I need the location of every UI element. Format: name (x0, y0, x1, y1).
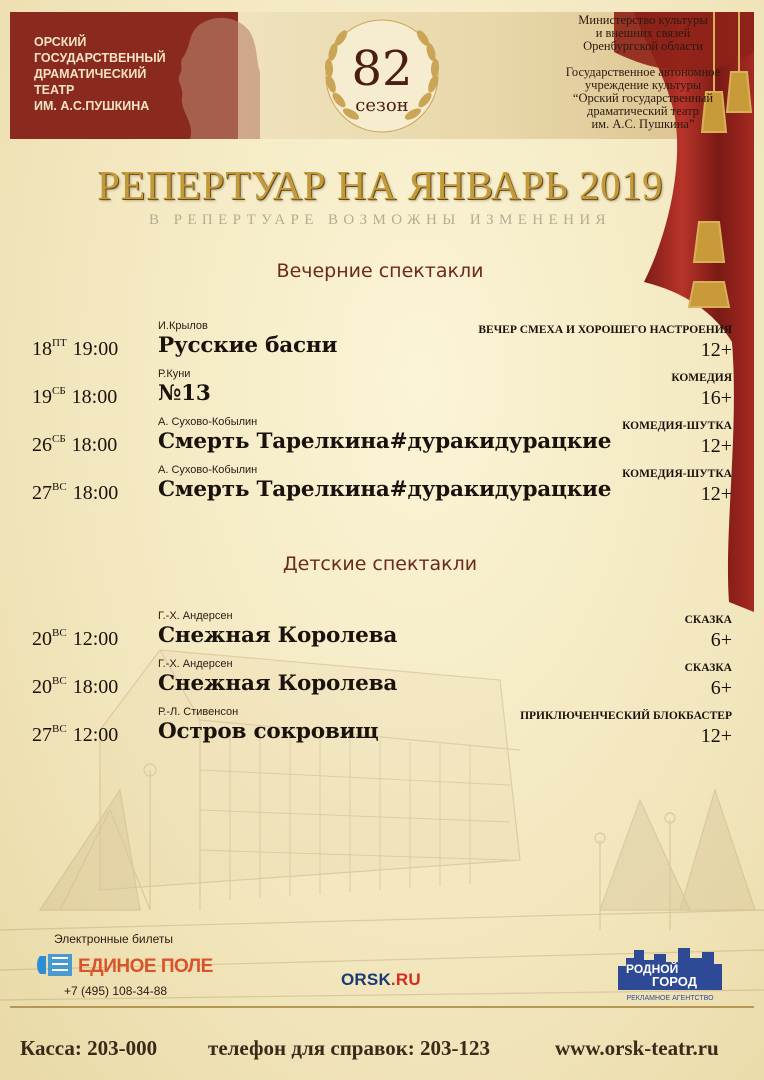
schedule-row (0, 608, 764, 654)
schedule-row (0, 462, 764, 508)
schedule-row (0, 704, 764, 750)
box-office: Касса: 203-000 (20, 1036, 158, 1060)
ministry-info (528, 14, 758, 131)
play-genre: КОМЕДИЯ-ШУТКА (622, 468, 732, 480)
play-author: А. Сухово-Кобылин (158, 416, 258, 428)
website-link[interactable]: www.orsk-teatr.ru (555, 1036, 719, 1060)
schedule-row (0, 414, 764, 460)
theatre-name-line: ОРСКИЙ (34, 35, 87, 49)
theatre-name-line: ГОСУДАРСТВЕННЫЙ (34, 51, 166, 65)
season-number: 82 (351, 41, 413, 97)
ministry-line: и внешних связей (595, 26, 691, 40)
play-genre: КОМЕДИЯ-ШУТКА (622, 420, 732, 432)
show-date: $20^{ВС}$ 18:00 (32, 675, 119, 698)
play-author: Р.Куни (158, 368, 191, 380)
theatre-name (34, 34, 174, 114)
play-author: Г.-Х. Андерсен (158, 610, 233, 622)
play-genre: КОМЕДИЯ (671, 372, 732, 384)
theatre-name-line: ТЕАТР (34, 83, 75, 97)
rodnoy-text-line2: ГОРОД (652, 974, 698, 989)
rodnoy-caption: РЕКЛАМНОЕ АГЕНТСТВО (626, 995, 714, 1002)
institution-line: Государственное автономное (565, 65, 721, 79)
play-author: Р.-Л. Стивенсон (158, 706, 239, 718)
play-title: Снежная Королева (158, 671, 398, 696)
edinoe-pole-logo-text[interactable]: ЕДИНОЕ ПОЛЕ (78, 956, 213, 977)
schedule-row (0, 366, 764, 412)
ministry-line: Оренбургской области (583, 39, 703, 53)
theatre-name-line: ИМ. А.С.ПУШКИНА (34, 99, 150, 113)
institution-line: им. А.С. Пушкина” (591, 117, 695, 131)
play-title: Смерть Тарелкина#дуракидурацкие (158, 477, 612, 502)
age-rating: 12+ (700, 725, 732, 747)
page-title: РЕПЕРТУАР НА ЯНВАРЬ 2019 (96, 162, 664, 208)
show-date: $27^{ВС}$ 18:00 (32, 481, 119, 504)
institution-line: драматический театр (587, 104, 699, 118)
ministry-line: Министерство культуры (578, 13, 708, 27)
footer-divider (10, 1006, 754, 1008)
show-date: $20^{ВС}$ 12:00 (32, 627, 119, 650)
play-title: №13 (158, 381, 211, 406)
info-phone: телефон для справок: 203-123 (208, 1036, 491, 1060)
pushkin-profile-icon (170, 12, 260, 139)
rodnoy-gorod-logo (618, 946, 722, 1002)
play-title: Смерть Тарелкина#дуракидурацкие (158, 429, 612, 454)
age-rating: 12+ (700, 483, 732, 505)
show-date: $27^{ВС}$ 12:00 (32, 723, 119, 746)
play-author: И.Крылов (158, 320, 208, 332)
play-title: Снежная Королева (158, 623, 398, 648)
age-rating: 6+ (710, 629, 732, 651)
play-title: Остров сокровищ (158, 719, 379, 744)
play-genre: ПРИКЛЮЧЕНЧЕСКИЙ БЛОКБАСТЕР (520, 710, 732, 722)
play-author: Г.-Х. Андерсен (158, 658, 233, 670)
institution-line: “Орский государственный (572, 91, 714, 105)
age-rating: 12+ (700, 435, 732, 457)
footer (0, 1012, 764, 1068)
theatre-logo-block (10, 12, 238, 139)
show-date: $19^{СБ}$ 18:00 (32, 385, 118, 408)
theatre-name-line: ДРАМАТИЧЕСКИЙ (34, 67, 147, 81)
schedule-row (0, 318, 764, 364)
age-rating: 16+ (700, 387, 732, 409)
season-badge (307, 14, 457, 138)
e-tickets-phone[interactable]: +7 (495) 108-34-88 (64, 984, 168, 998)
show-date: $26^{СБ}$ 18:00 (32, 433, 118, 456)
schedule-row (0, 656, 764, 702)
play-genre: СКАЗКА (684, 662, 732, 674)
season-label: сезон (355, 95, 409, 116)
children-heading: Детские спектакли (282, 553, 478, 575)
evening-heading: Вечерние спектакли (276, 260, 484, 282)
age-rating: 6+ (710, 677, 732, 699)
e-tickets-label: Электронные билеты (54, 932, 173, 946)
show-date: $18^{ПТ}$ 19:00 (32, 337, 119, 360)
play-genre: ВЕЧЕР СМЕХА И ХОРОШЕГО НАСТРОЕНИЯ (478, 324, 732, 336)
institution-line: учреждение культуры (584, 78, 702, 92)
orsk-ru-logo[interactable]: ORSK.RU (341, 970, 421, 989)
play-title: Русские басни (158, 333, 338, 358)
rodnoy-text-line1: РОДНОЙ (626, 962, 679, 976)
page-subtitle: В РЕПЕРТУАРЕ ВОЗМОЖНЫ ИЗМЕНЕНИЯ (149, 212, 611, 228)
play-genre: СКАЗКА (684, 614, 732, 626)
age-rating: 12+ (700, 339, 732, 361)
play-author: А. Сухово-Кобылин (158, 464, 258, 476)
